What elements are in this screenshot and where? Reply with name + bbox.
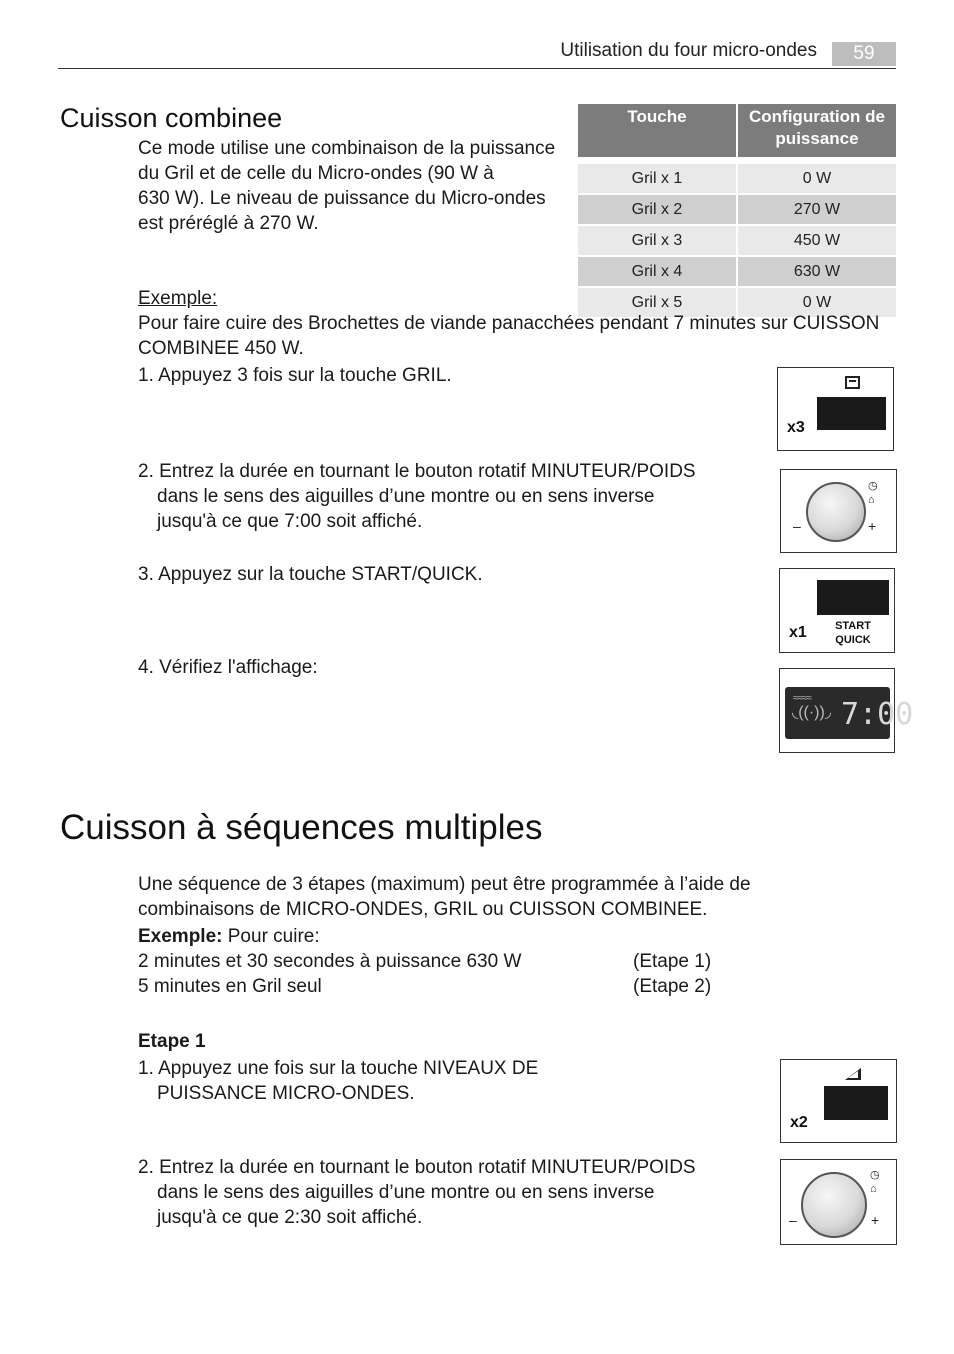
- grill-button-panel: [777, 367, 894, 451]
- plus-sign: +: [871, 1212, 880, 1228]
- table-cell: 450 W: [738, 224, 896, 255]
- page-number: 59: [832, 42, 896, 66]
- table-cell: Gril x 2: [578, 193, 738, 224]
- combi-intro: [138, 136, 578, 236]
- start-button: [817, 580, 889, 615]
- start-button-panel: [779, 568, 895, 653]
- step-line: jusqu'à ce que 2:30 soit affiché.: [157, 1207, 423, 1228]
- example-line: COMBINEE 450 W.: [138, 338, 304, 359]
- minus-sign: –: [789, 1212, 797, 1228]
- clock-icon: ◷: [870, 1169, 880, 1181]
- table-cell: Gril x 3: [578, 224, 738, 255]
- table-header-touche: Touche: [578, 104, 738, 157]
- clock-icon: ◷: [868, 480, 878, 492]
- section-title-combi: Cuisson combinee: [60, 103, 283, 133]
- oven-display: [785, 687, 914, 739]
- multi-intro-line: Une séquence de 3 étapes (maximum) peut être programmée à l’aide de: [138, 874, 751, 895]
- step-line: jusqu'à ce que 7:00 soit affiché.: [157, 511, 423, 532]
- power-level-button: [824, 1086, 888, 1120]
- step-line: PUISSANCE MICRO-ONDES.: [157, 1083, 415, 1104]
- table-cell: 0 W: [738, 286, 896, 317]
- section-title-multi: Cuisson à séquences multiples: [60, 808, 543, 847]
- step-line: dans le sens des aiguilles d’une montre ou en sens inverse: [157, 486, 655, 507]
- power-level-icon-inner: [848, 1071, 858, 1078]
- microwave-symbol-icon: ◟((·))◞: [792, 704, 832, 721]
- grill-symbol-icon: ≈≈≈≈: [793, 693, 811, 704]
- table-cell: 270 W: [738, 193, 896, 224]
- quick-label: QUICK: [835, 634, 871, 646]
- combi-intro-line: est préréglé à 270 W.: [138, 213, 319, 234]
- grill-icon: [845, 376, 860, 389]
- table-cell: 0 W: [738, 162, 896, 193]
- step-line: 1. Appuyez une fois sur la touche NIVEAUX DE: [138, 1058, 539, 1079]
- display-time: 7:00: [841, 697, 914, 732]
- combi-intro-line: Ce mode utilise une combinaison de la puissance: [138, 138, 556, 159]
- table-header-config: Configuration de puissance: [738, 104, 896, 157]
- table-row: [578, 255, 896, 286]
- table-row: [578, 162, 896, 193]
- plus-sign: +: [868, 518, 877, 534]
- timer-weight-knob: [806, 482, 866, 542]
- multi-example: [138, 924, 320, 949]
- step-line: dans le sens des aiguilles d’une montre ou en sens inverse: [157, 1182, 655, 1203]
- example-line: Pour faire cuire des Brochettes de viande panacchées pendant 7 minutes sur CUISSON: [138, 313, 880, 334]
- table-cell: Gril x 4: [578, 255, 738, 286]
- example-label: Exemple:: [138, 288, 218, 309]
- step-line: 2. Entrez la durée en tournant le bouton rotatif MINUTEUR/POIDS: [138, 1157, 696, 1178]
- start-label: START: [835, 620, 871, 632]
- table-cell: Gril x 1: [578, 162, 738, 193]
- step-line: 2. Entrez la durée en tournant le bouton rotatif MINUTEUR/POIDS: [138, 461, 696, 482]
- knob-panel-2: [780, 1159, 897, 1245]
- multi-example-text: Pour cuire:: [222, 926, 320, 947]
- table-cell: 630 W: [738, 255, 896, 286]
- combi-step-4: 4. Vérifiez l'affichage:: [138, 657, 318, 678]
- table-row: [578, 224, 896, 255]
- weight-icon: ⌂: [870, 1183, 877, 1195]
- example-text: [138, 311, 908, 361]
- display-panel: [779, 668, 914, 753]
- multi-step-1: [138, 1056, 638, 1106]
- multi-example-label: Exemple:: [138, 926, 223, 947]
- header-section-title: Utilisation du four micro-ondes: [560, 40, 817, 61]
- table-cell: Gril x 5: [578, 286, 738, 317]
- knob-panel: [780, 469, 897, 553]
- combi-intro-line: 630 W). Le niveau de puissance du Micro-ondes: [138, 188, 546, 209]
- press-count: x3: [787, 419, 805, 436]
- etape-title: Etape 1: [138, 1031, 206, 1052]
- power-table: [578, 104, 896, 317]
- start-quick-label: [830, 619, 876, 647]
- example-row-right: (Etape 1): [633, 951, 712, 972]
- multi-intro-line: combinaisons de MICRO-ONDES, GRIL ou CUISSON COMBINEE.: [138, 899, 708, 920]
- table-row: [578, 193, 896, 224]
- combi-step-2: [138, 459, 738, 534]
- press-count: x2: [790, 1114, 808, 1131]
- example-row-right: (Etape 2): [633, 976, 712, 997]
- example-row-left: 5 minutes en Gril seul: [138, 976, 322, 997]
- combi-step-1: 1. Appuyez 3 fois sur la touche GRIL.: [138, 365, 452, 386]
- grill-button: [817, 397, 886, 430]
- multi-step-2: [138, 1155, 738, 1230]
- timer-weight-knob: [801, 1172, 867, 1238]
- multi-intro: [138, 872, 838, 922]
- combi-step-3: 3. Appuyez sur la touche START/QUICK.: [138, 564, 483, 585]
- press-count: x1: [789, 624, 807, 641]
- power-button-panel: [780, 1059, 897, 1143]
- minus-sign: –: [793, 518, 801, 534]
- header-rule: [58, 68, 896, 69]
- example-row-left: 2 minutes et 30 secondes à puissance 630 W: [138, 951, 522, 972]
- combi-intro-line: du Gril et de celle du Micro-ondes (90 W à: [138, 163, 494, 184]
- weight-icon: ⌂: [868, 494, 875, 506]
